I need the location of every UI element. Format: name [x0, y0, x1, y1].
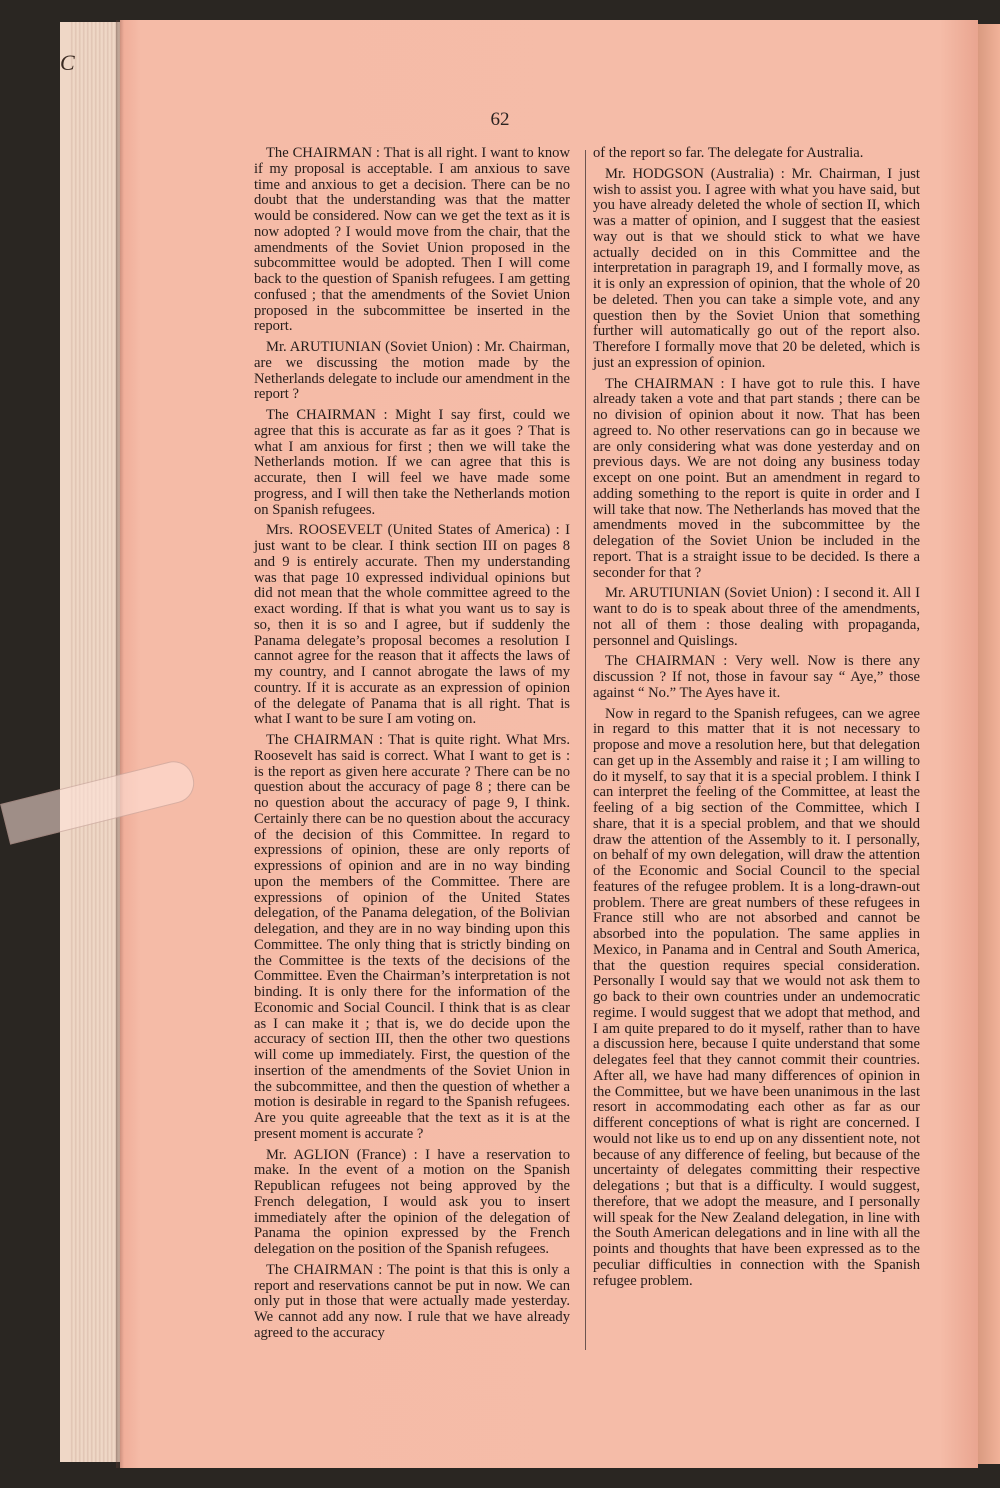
paragraph-continued: of the report so far. The delegate for Australia. — [593, 145, 864, 161]
next-page-edge — [978, 24, 1000, 1464]
paragraph: The CHAIRMAN : The point is that this is only a report and reservations cannot be put in now. We can only put in those that were actually made yesterday. We cannot add any now. I rule that we have already agreed to the accuracy — [254, 1261, 570, 1341]
page-stack-outer-edge — [60, 22, 70, 1462]
paragraph: Now in regard to the Spanish refugees, can we agree in regard to this matter that it is not necessary to propose and move a resolution here, but that delegation can get up in the Assembly and raise it ; I am willing to do it myself, to say that it is a special problem. I think I can interpret the feeling of the Committee, at least the feeling of a big section of the Committee, which I share, that it is a special problem, and that we should draw the attention of the Assembly to it. I personally, on behalf of my own delegation, will draw the attention of the Economic and Social Council to the special features of the refugee problem. It is a long-drawn-out problem. There are great numbers of these refugees in France still who are not absorbed and cannot be absorbed into the population. The same applies in Mexico, in Panama and in Central and South America, that the question requires special consideration. Personally I would say that we would not ask them to go back to their own countries under an undemocratic regime. I would suggest that we adopt that method, and I am quite prepared to do it myself, rather than to have a discussion here, because I quite understand that some delegates feel that they cannot commit their countries. After all, we have had many differences of opinion in the Committee, but we have been unanimous in the last resort in accommodating each other as far as our different conceptions of what is right are concerned. I would not like us to end up on any dissentient note, not because of any difference of feeling, but because of the uncertainty of delegates committing their respective delegations ; but that is a difficulty. I would suggest, therefore, that we adopt the measure, and I personally will speak for the New Zealand delegation, in line with the South American delegations and in line with all the points and thoughts that have been expressed as to the peculiar difficulties in connection with the Spanish refugee problem. — [593, 705, 920, 1289]
paragraph: Mr. AGLION (France) : I have a reservation to make. In the event of a motion on the Spanish Republican refugees not being approved by the French delegation, I would ask you to insert immediately after the opinion of the delegation of Panama the opinion expressed by the French delegation on the position of the Spanish refugees. — [254, 1146, 570, 1257]
left-column — [254, 146, 570, 1347]
paragraph: The CHAIRMAN : That is quite right. What Mrs. Roosevelt has said is correct. What I want to get is : is the report as given here accurate ? There can be no question about the accuracy of page 8 ; there can be no question about the accuracy of page 9, I think. Certainly there can be no question about the accuracy of the decision of this Committee. In regard to expressions of opinion, these are only reports of expressions of opinion and are in no way binding upon the members of the Committee. There are expressions of opinion of the United States delegation, of the Panama delegation, of the Bolivian delegation, and they are in no way binding upon this Committee. The only thing that is strictly binding on the Committee is the texts of the decisions of the Committee. Even the Chairman’s interpretation is not binding. It is only there for the information of the Economic and Social Council. I think that is as clear as I can make it ; that is, we do decide upon the accuracy of section III, then the other two questions will come up immediately. First, the question of the insertion of the amendments of the Soviet Union in the subcommittee, and then the question of whether a motion is desirable in regard to the Spanish refugees. Are you quite agreeable that the text as it is at the present moment is accurate ? — [254, 732, 570, 1142]
right-column — [593, 146, 920, 1294]
spine-shadow — [116, 20, 124, 1468]
paragraph: Mr. ARUTIUNIAN (Soviet Union) : I second it. All I want to do is to speak about three of the amendments, not all of them : those dealing with propaganda, personnel and Quislings. — [593, 585, 920, 649]
page-number: 62 — [490, 109, 510, 130]
paragraph: Mrs. ROOSEVELT (United States of America) : I just want to be clear. I think section III on pages 8 and 9 is entirely accurate. Then my understanding was that page 10 expressed individual opinions but did not mean that the whole committee agreed to the exact wording. If that is what you want us to say is so, then it is so and I agree, but if suddenly the Panama delegate’s proposal becomes a resolution I cannot agree for the reason that it affects the laws of my country, and I cannot abrogate the laws of my country. If it is accurate as an expression of opinion of the delegate of Panama that is all right. That is what I want to be sure I am voting on. — [254, 522, 570, 728]
paragraph: The CHAIRMAN : Might I say first, could we agree that this is accurate as far as it goes ? That is what I am anxious for first ; then we will take the Netherlands motion. If we can agree that this is accurate, then I will feel we have made some progress, and I will then take the Netherlands motion on Spanish refugees. — [254, 407, 570, 518]
paragraph: Mr. HODGSON (Australia) : Mr. Chairman, I just wish to assist you. I agree with what you have said, but you have already deleted the whole of section II, which was a matter of opinion, and I suggest that the easiest way out is that we should stick to what we have actually decided on in this Committee and the interpretation in paragraph 19, and I formally move, as it is only an expression of opinion, that the whole of 20 be deleted. Then you can take a simple vote, and any question then by the Soviet Union that something further will automatically go out of the report also. Therefore I formally move that 20 be deleted, which is just an expression of opinion. — [593, 165, 920, 371]
margin-mark: C — [60, 50, 75, 75]
paragraph: Mr. ARUTIUNIAN (Soviet Union) : Mr. Chairman, are we discussing the motion made by the Netherlands delegate to include our amendment in the report ? — [254, 339, 570, 403]
column-divider — [585, 150, 586, 1350]
paragraph: The CHAIRMAN : That is all right. I want to know if my proposal is acceptable. I am anxious to save time and anxious to get a decision. There can be no doubt that the understanding was that the matter would be considered. Now can we get the text as it is now adopted ? I would move from the chair, that the amendments of the Soviet Union proposed in the subcommittee would be adopted. Then I will come back to the question of Spanish refugees. I am getting confused ; that the amendments of the Soviet Union proposed in the subcommittee be inserted in the report. — [254, 145, 570, 335]
paragraph: The CHAIRMAN : I have got to rule this. I have already taken a vote and that part stands ; there can be no division of opinion about it now. That has been agreed to. No other reservations can go in because we are only considering what was done yesterday and on previous days. We are not doing any business today except on one point. But an amendment in regard to adding something to the report is quite in order and I will take that now. The Netherlands has moved that the amendments moved in the subcommittee by the delegation of the Soviet Union be included in the report. That is a straight issue to be decided. Is there a seconder for that ? — [593, 375, 920, 581]
paragraph: The CHAIRMAN : Very well. Now is there any discussion ? If not, those in favour say “ Aye,” those against “ No.” The Ayes have it. — [593, 653, 920, 701]
